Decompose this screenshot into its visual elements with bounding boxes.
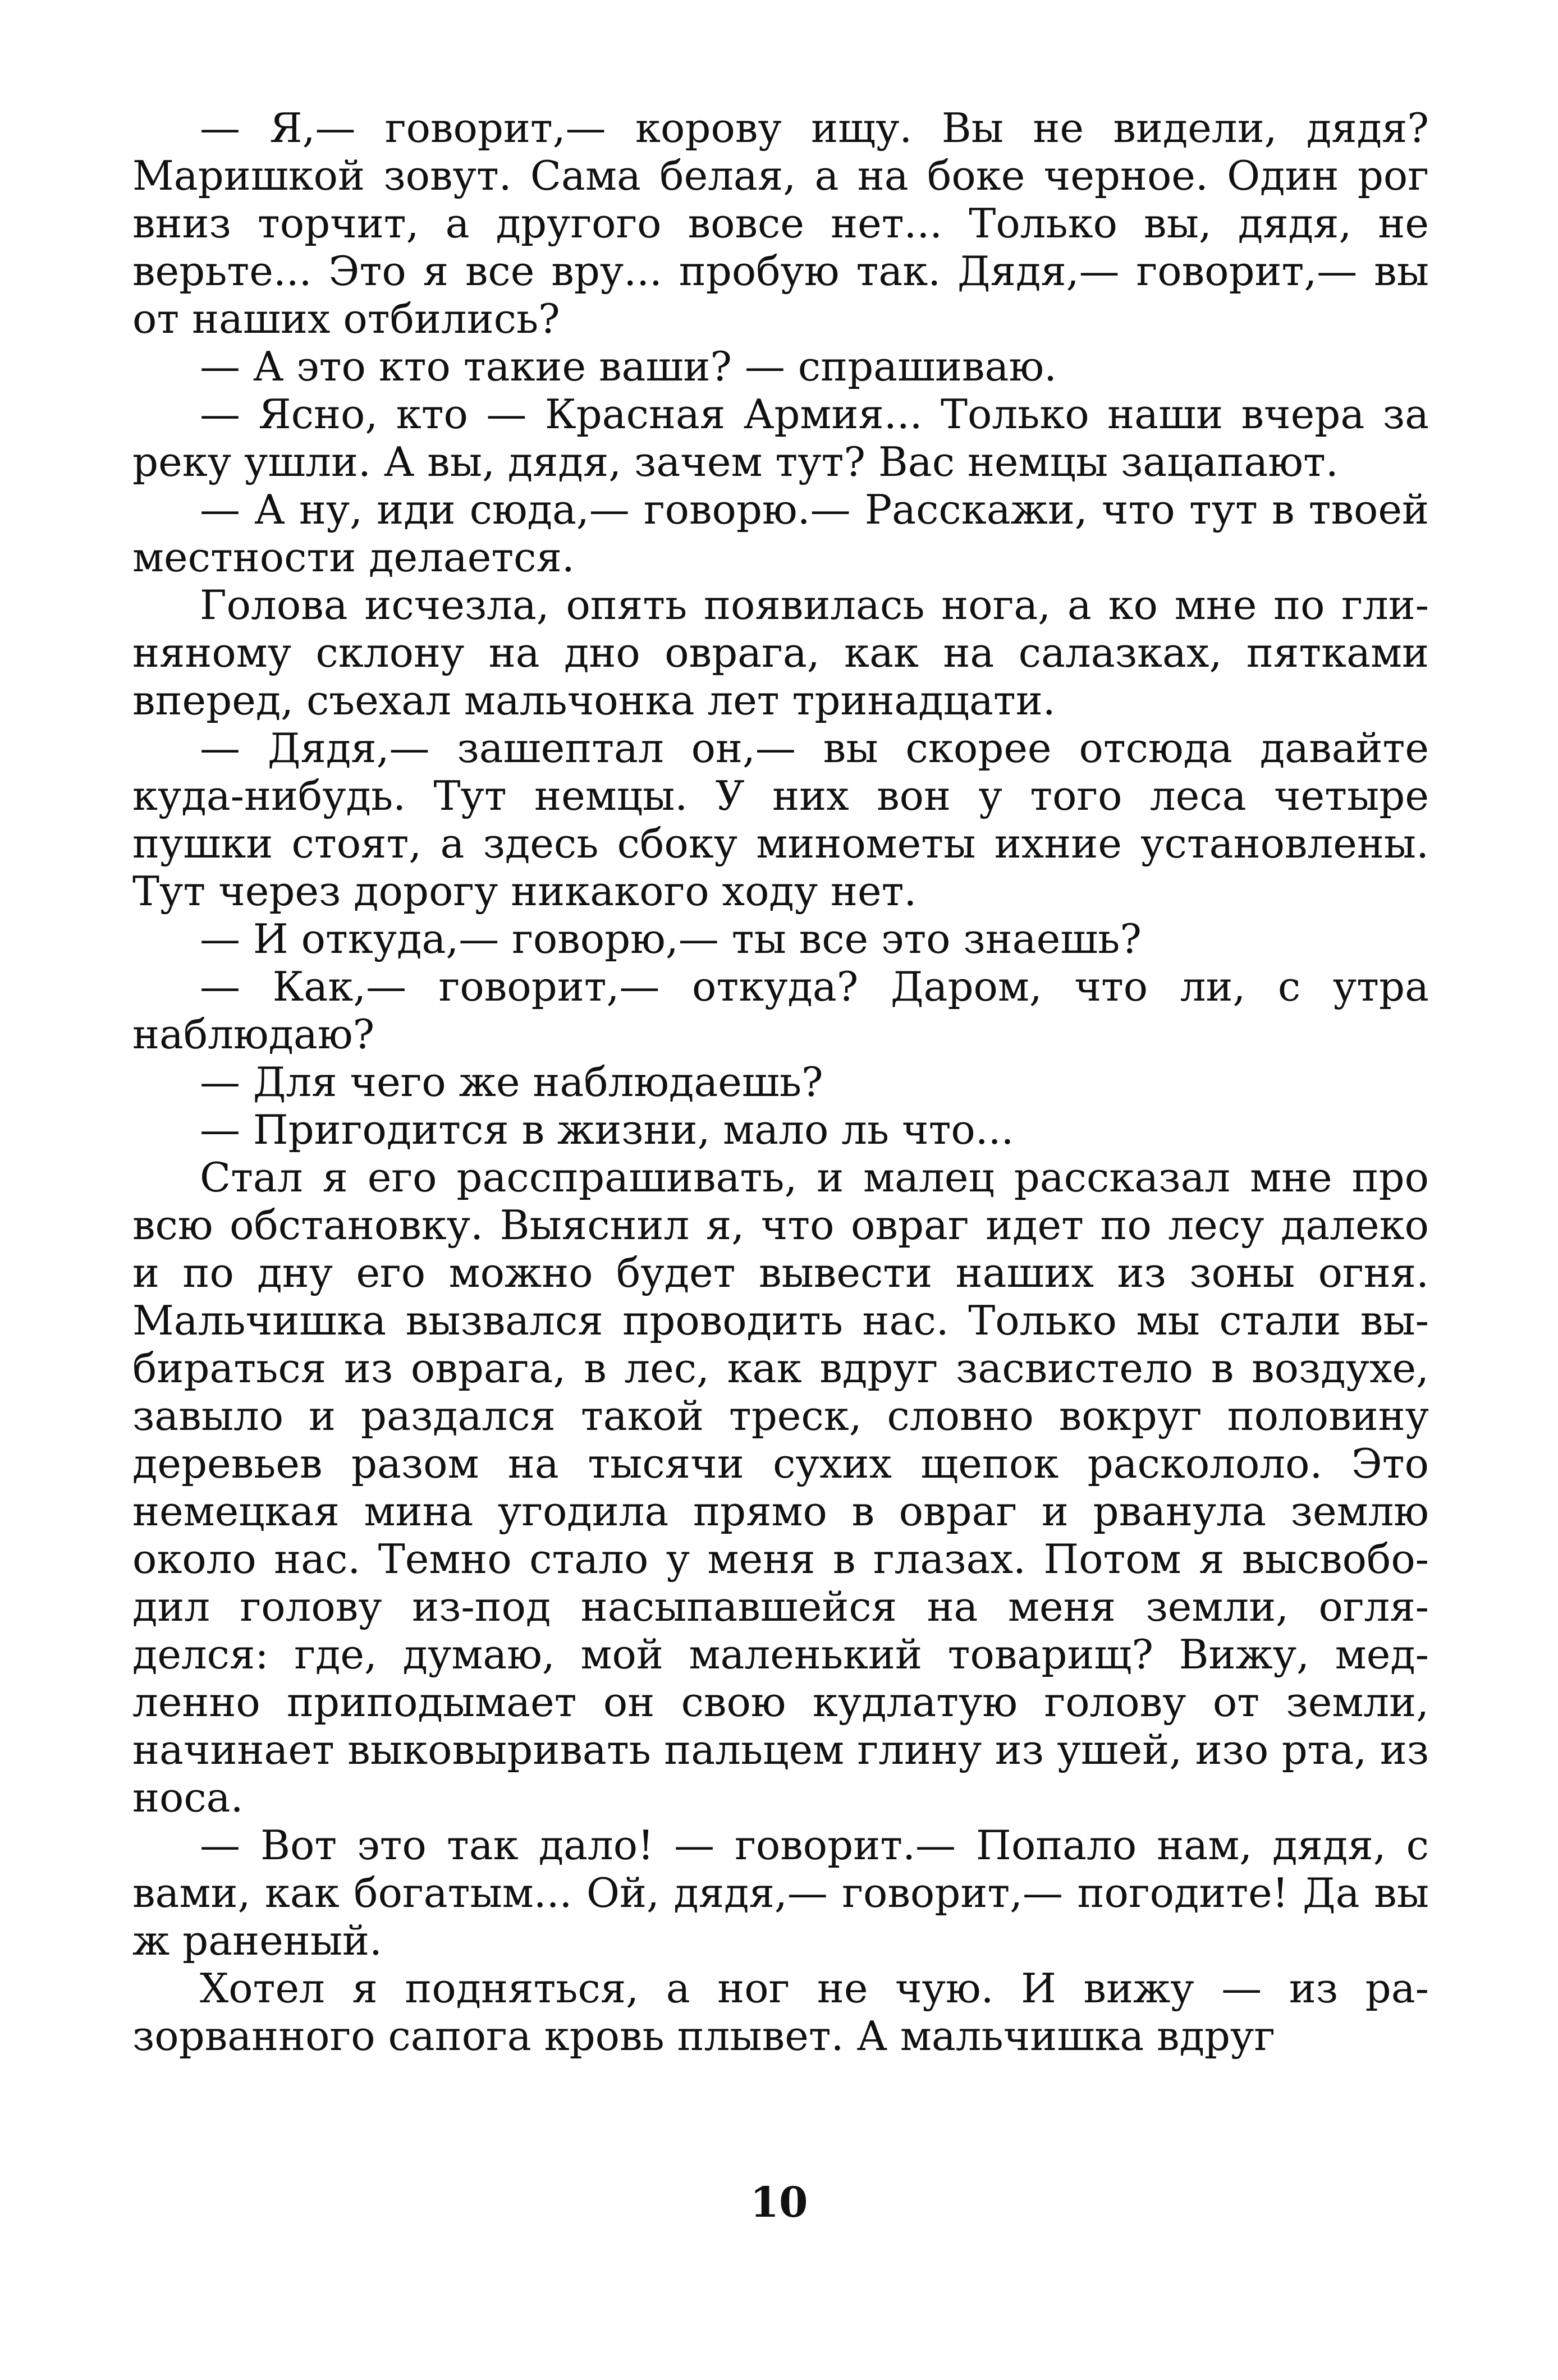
paragraph: — Дядя,— зашептал он,— вы скорее отсюда давайте куда-нибудь. Тут немцы. У них вон у того леса четыре пушки стоят, а здесь сбоку минометы ихние установлены. Тут через дорогу никакого ходу нет. — [132, 724, 1429, 915]
paragraph: — И откуда,— говорю,— ты все это знаешь? — [200, 915, 1142, 962]
body-text — [132, 104, 1429, 2060]
paragraph: — Для чего же наблюдаешь? — [200, 1058, 823, 1106]
paragraph: — Ясно, кто — Красная Армия... Только наши вчера за реку ушли. А вы, дядя, зачем тут? Вас немцы зацапают. — [132, 391, 1429, 485]
page-number: 10 — [750, 2179, 808, 2227]
paragraph: — Пригодится в жизни, мало ль что... — [200, 1106, 1014, 1153]
paragraph: — А это кто такие ваши? — спрашиваю. — [200, 343, 1057, 390]
paragraph: — Я,— говорит,— корову ищу. Вы не видели, дядя? Маришкой зовут. Сама белая, а на боке черное. Один рог вниз торчит, а другого вовсе нет... Только вы, дядя, не верьте... Это я все вру... пробую так. Дядя,— говорит,— вы от наших отбились? — [132, 104, 1429, 342]
paragraph: Стал я его расспрашивать, и малец рассказал мне про всю обстановку. Выяснил я, что овраг идет по лесу далеко и по дну его можно будет вывести наших из зоны огня. Мальчишка вызвался проводить нас. Только мы стали выбираться из оврага, в лес, как вдруг засвистело в воздухе, завыло и раздался такой треск, словно вокруг половину деревьев разом на тысячи сухих щепок раскололо. Это немецкая мина угодила прямо в овраг и рванула землю около нас. Темно стало у меня в глазах. Потом я высвободил голову из-под насыпавшейся на меня земли, огляделся: где, думаю, мой маленький товарищ? Вижу, медленно приподымает он свою кудлатую голову от земли, начинает выковыривать пальцем глину из ушей, изо рта, из носа. — [132, 1154, 1429, 1821]
paragraph: Хотел я подняться, а ног не чую. И вижу — из разорванного сапога кровь плывет. А мальчишка вдруг — [132, 1965, 1429, 2060]
paragraph: Голова исчезла, опять появилась нога, а ко мне по глиняному склону на дно оврага, как на салазках, пятками вперед, съехал мальчонка лет тринадцати. — [132, 581, 1429, 724]
paragraph: — А ну, иди сюда,— говорю.— Расскажи, что тут в твоей местности делается. — [132, 486, 1429, 581]
paragraph: — Вот это так дало! — говорит.— Попало нам, дядя, с вами, как богатым... Ой, дядя,— говорит,— погодите! Да вы ж раненый. — [132, 1822, 1429, 1964]
paragraph: — Как,— говорит,— откуда? Даром, что ли, с утра наблюдаю? — [132, 963, 1429, 1058]
